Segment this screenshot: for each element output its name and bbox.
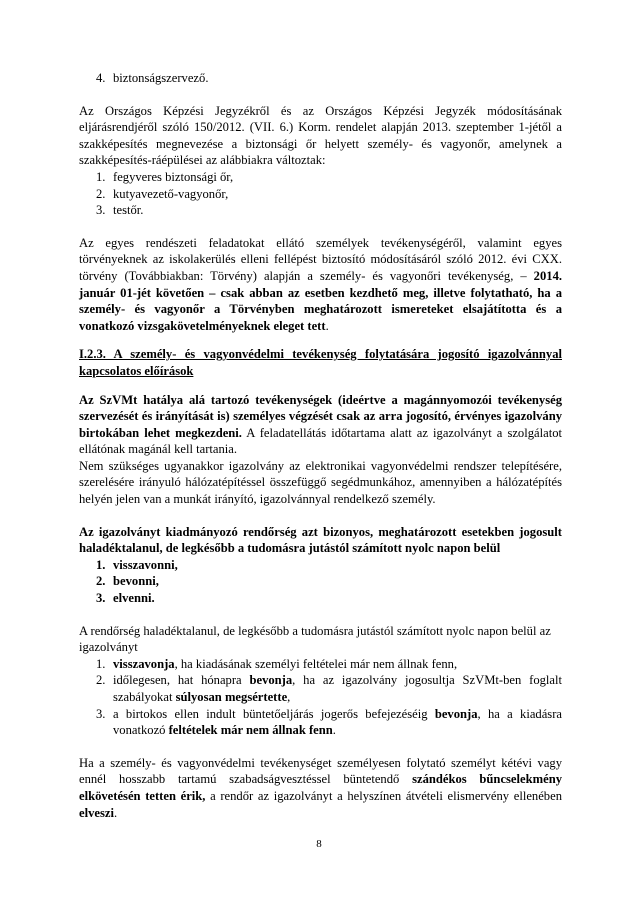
- bold-term: visszavonja: [113, 656, 175, 671]
- list-number: 3.: [96, 706, 106, 721]
- confiscation-text-2: a rendőr az igazolványt a helyszínen átvételi elismervény ellenében: [205, 788, 562, 803]
- list-number: 1.: [96, 169, 106, 184]
- list-number: 3.: [96, 591, 106, 606]
- szvmt-text: A feladatellátás időtartama alatt az igazolványt a szolgálatot ellátónak magánál kell tartania.: [79, 425, 562, 457]
- confiscation-bold: szándékos bűncselekmény elkövetésén tetten érik,: [79, 772, 562, 803]
- list-item: [79, 573, 562, 590]
- qualification-list: [79, 169, 562, 219]
- bold-term-2: feltételek már nem állnak fenn: [168, 723, 333, 738]
- list-text: visszavonni,: [113, 557, 178, 572]
- list-rest: , ha kiadásának személyi feltételei már nem állnak fenn,: [174, 656, 458, 671]
- list-number: 1.: [96, 656, 106, 671]
- list-item: [79, 70, 562, 87]
- law-period: .: [325, 318, 329, 333]
- list-text: biztonságszervező.: [113, 71, 209, 85]
- list-pre: a birtokos ellen indult büntetőeljárás jogerős befejezéséig: [113, 706, 435, 721]
- law-text: Az egyes rendészeti feladatokat ellátó személyek tevékenységéről, valamint egyes törvényeknek az iskolakerülés elleni fellépést biztosító módosításáról szóló 2012. évi CXX. törvény (Továbbiakban: Törvény) alapján a személy- és vagyonőri tevékenység, –: [79, 235, 562, 283]
- law-deadline-bold: 2014. január 01-jét követően – csak abban az esetben kezdhető meg, illetve folytatható, ha a személy- és vagyonőr a Törvényben meghatározott ismereteket elsajátította és a vonatkozó vizsgakövetelményeknek eleget tett: [79, 268, 563, 333]
- list-number: 2.: [96, 186, 106, 201]
- revocation-list: [79, 557, 562, 607]
- bold-term-2: súlyosan megsértette: [175, 690, 288, 704]
- paragraph-exception: Nem szükséges ugyanakkor igazolvány az elektronikai vagyonvédelmi rendszer telepítésére, szerelésére irányuló hálózatépítéssel összefüggő segédmunkához, amennyiben a hálózatépítés helyén jelen van a munkát irányító, igazolvánnyal rendelkező személy.: [79, 458, 562, 507]
- list-rest: ,: [287, 690, 291, 704]
- szvmt-bold: Az SzVMt hatálya alá tartozó tevékenységek (ideértve a magánnyomozói tevékenység szervezését és irányítását is) személyes végzését csak az arra jogosító, érvényes igazolvány birtokában lehet megkezdeni.: [79, 392, 562, 440]
- document-page: [79, 70, 562, 821]
- list-number: 3.: [96, 203, 106, 218]
- page-number: 8: [316, 838, 322, 850]
- list-number: 4.: [96, 71, 106, 85]
- list-text: [113, 672, 562, 705]
- list-item: [79, 557, 562, 574]
- list-text: [113, 706, 562, 739]
- list-text: fegyveres biztonsági őr,: [113, 169, 234, 184]
- police-action-list: [79, 656, 562, 739]
- paragraph-revocation: [79, 524, 562, 557]
- list-number: 2.: [96, 574, 106, 589]
- paragraph-law: [79, 235, 562, 335]
- list-item: [79, 706, 562, 739]
- list-rest: .: [332, 723, 336, 738]
- list-item: [79, 590, 562, 607]
- bold-term: bevonja: [249, 673, 293, 688]
- list-number: 2.: [96, 673, 106, 688]
- paragraph-confiscation: [79, 755, 562, 821]
- list-item: [79, 672, 562, 705]
- list-number: 1.: [96, 557, 106, 572]
- list-mid: , ha a kiadásra vonatkozó: [113, 706, 562, 738]
- list-mid: , ha az igazolvány jogosultja SzVMt-ben foglalt szabályokat: [113, 673, 562, 704]
- bold-term: bevonja: [434, 706, 478, 721]
- top-list: [79, 70, 562, 87]
- revocation-bold: Az igazolványt kiadmányozó rendőrség azt bizonyos, meghatározott esetekben jogosult haladéktalanul, de legkésőbb a tudomásra jutástól számított nyolc napon belül: [79, 524, 562, 556]
- confiscation-bold-2: elveszi: [79, 805, 114, 820]
- list-pre: időlegesen, hat hónapra: [113, 673, 250, 688]
- list-item: [79, 186, 562, 203]
- section-heading: I.2.3. A személy- és vagyonvédelmi tevékenység folytatására jogosító igazolvánnyal kapcsolatos előírások: [79, 347, 562, 378]
- paragraph-okj: Az Országos Képzési Jegyzékről és az Országos Képzési Jegyzék módosításának eljárásrendjéről szóló 150/2012. (VII. 6.) Korm. rendelet alapján 2013. szeptember 1-jétől a szakképesítés megnevezése a biztonsági őr helyett személy- és vagyonőr, amelynek a szakképesítés-ráépülései az alábbiakra változtak:: [79, 103, 562, 168]
- list-item: [79, 202, 562, 219]
- list-item: [79, 656, 562, 673]
- confiscation-text: Ha a személy- és vagyonvédelmi tevékenységet személyesen folytató személyt kétévi vagy ennél hosszabb tartamú szabadságvesztéssel büntetendő: [79, 755, 562, 787]
- list-text: [113, 656, 562, 673]
- list-text: elvenni.: [113, 591, 155, 606]
- list-text: bevonni,: [113, 574, 159, 589]
- list-text: kutyavezető-vagyonőr,: [113, 186, 229, 201]
- paragraph-szvmt: [79, 392, 562, 458]
- paragraph-police: A rendőrség haladéktalanul, de legkésőbb a tudomásra jutástól számított nyolc napon belül az igazolványt: [79, 623, 551, 655]
- list-item: [79, 169, 562, 186]
- list-text: testőr.: [113, 203, 144, 218]
- confiscation-period: .: [113, 805, 118, 820]
